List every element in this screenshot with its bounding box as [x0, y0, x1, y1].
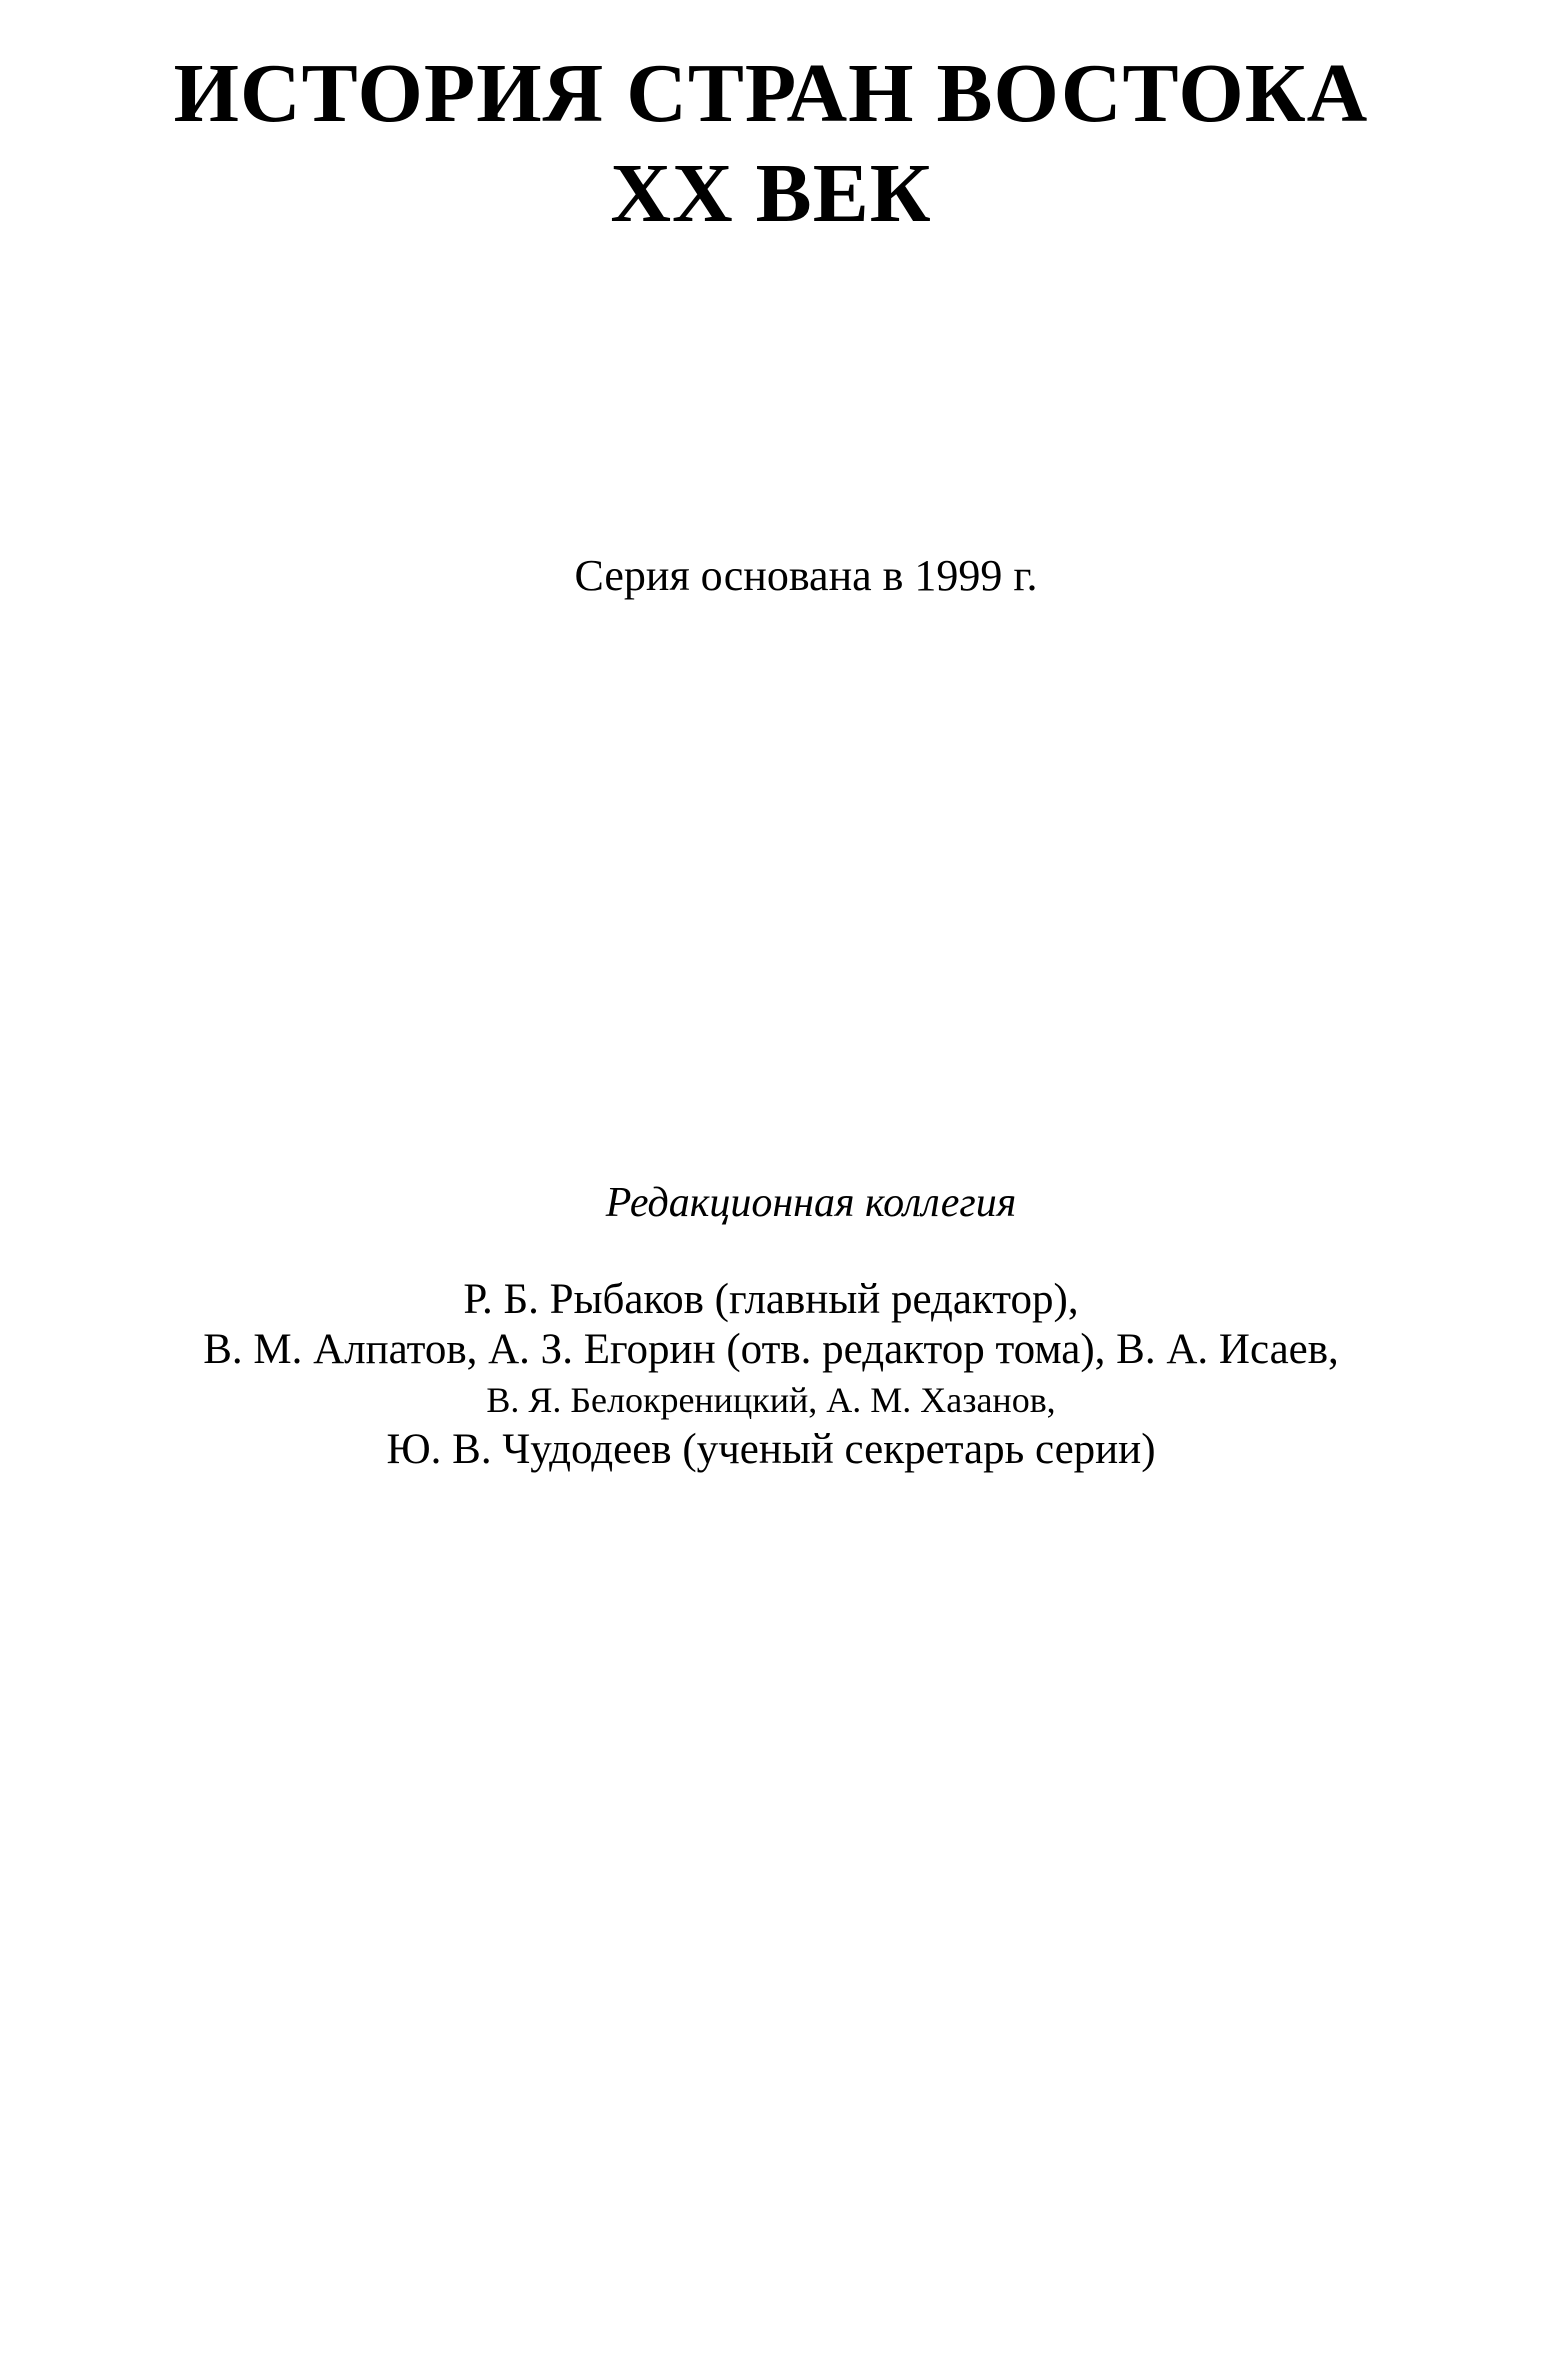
- editorial-board-member-line: В. М. Алпатов, А. З. Егорин (отв. редактор тома), В. А. Исаев,: [203, 1326, 1339, 1373]
- editorial-board-member-line: Р. Б. Рыбаков (главный редактор),: [463, 1276, 1079, 1323]
- editorial-board-members: [0, 1275, 1542, 1475]
- editorial-board-member-line: Ю. В. Чудодеев (ученый секретарь серии): [386, 1426, 1156, 1473]
- series-founded-note: Серия основана в 1999 г.: [574, 551, 1038, 600]
- book-title: [0, 44, 1542, 244]
- editorial-board-heading: Редакционная коллегия: [605, 1180, 1017, 1226]
- editorial-board-member-line: В. Я. Белокреницкий, А. М. Хазанов,: [486, 1380, 1056, 1420]
- book-title-line-2: XX ВЕК: [610, 147, 932, 240]
- book-title-line-1: ИСТОРИЯ СТРАН ВОСТОКА: [173, 47, 1369, 140]
